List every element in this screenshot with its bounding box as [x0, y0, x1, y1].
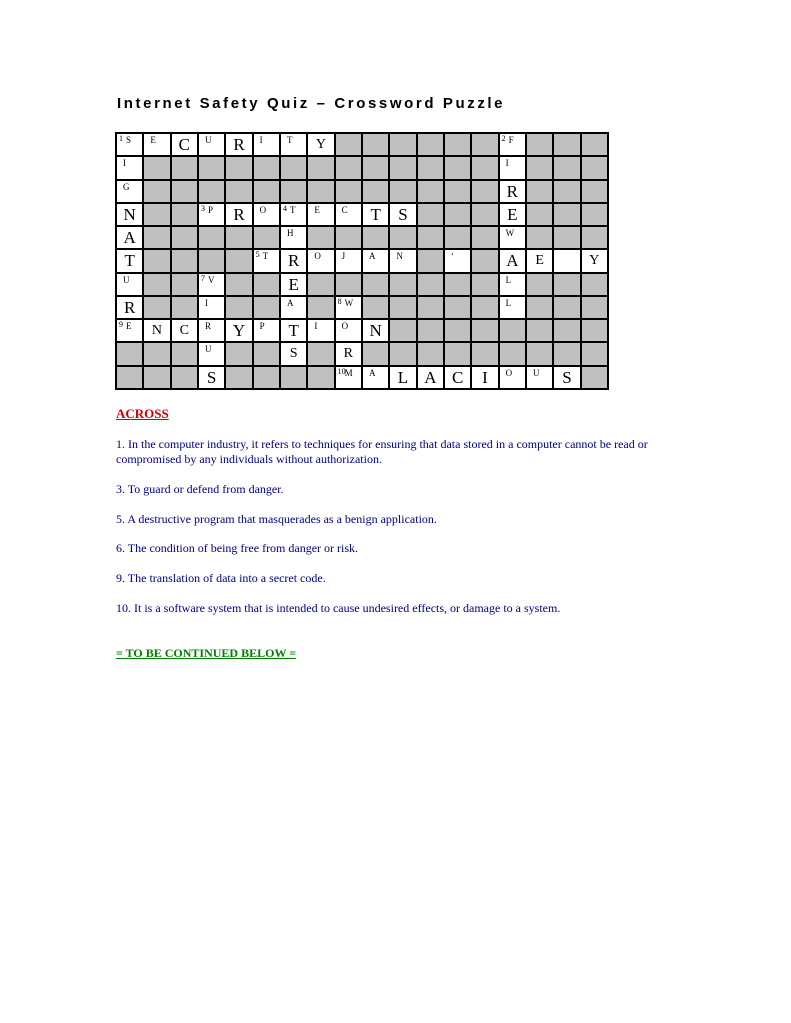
cell-letter: M: [344, 367, 353, 378]
blocked-cell: [582, 157, 607, 178]
blocked-cell: [172, 250, 197, 271]
grid-cell: [472, 367, 497, 388]
grid-cell: [336, 204, 361, 225]
blocked-cell: [117, 367, 142, 388]
blocked-cell: [308, 274, 333, 295]
blocked-cell: [226, 181, 251, 202]
clue-1: 1. In the computer industry, it refers to techniques for ensuring that data stored in a computer cannot be read or compromised by any individuals without authorization.: [116, 437, 648, 466]
blocked-cell: [445, 227, 470, 248]
blocked-cell: [500, 343, 525, 364]
blocked-cell: [472, 274, 497, 295]
cell-letter: N: [369, 321, 382, 341]
grid-cell: [308, 134, 333, 155]
cell-letter: C: [179, 323, 189, 339]
grid-cell: [390, 367, 415, 388]
cell-letter: E: [126, 321, 132, 332]
grid-cell: [500, 134, 525, 155]
cell-letter: V: [208, 274, 215, 285]
blocked-cell: [199, 157, 224, 178]
blocked-cell: [527, 157, 552, 178]
blocked-cell: [172, 343, 197, 364]
cell-letter: G: [123, 181, 130, 192]
blocked-cell: [226, 157, 251, 178]
blocked-cell: [308, 343, 333, 364]
grid-cell: [445, 250, 470, 271]
blocked-cell: [308, 227, 333, 248]
blocked-cell: [582, 134, 607, 155]
blocked-cell: [226, 227, 251, 248]
grid-cell: [226, 204, 251, 225]
blocked-cell: [418, 297, 443, 318]
blocked-cell: [226, 250, 251, 271]
blocked-cell: [199, 250, 224, 271]
blocked-cell: [363, 134, 388, 155]
grid-cell: [418, 367, 443, 388]
grid-cell: [117, 320, 142, 341]
cell-letter: W: [505, 228, 515, 239]
cell-letter: R: [233, 204, 245, 224]
blocked-cell: [472, 250, 497, 271]
grid-cell: [117, 227, 142, 248]
blocked-cell: [527, 320, 552, 341]
cell-letter: U: [205, 344, 212, 355]
blocked-cell: [172, 274, 197, 295]
cell-letter: A: [369, 367, 376, 378]
cell-letter: E: [507, 204, 518, 224]
clue-5: 5. A destructive program that masquerades as a benign application.: [116, 512, 437, 526]
blocked-cell: [445, 134, 470, 155]
blocked-cell: [226, 274, 251, 295]
blocked-cell: [527, 274, 552, 295]
grid-cell: [390, 250, 415, 271]
cell-letter: I: [123, 158, 126, 169]
grid-cell: [554, 367, 579, 388]
blocked-cell: [554, 274, 579, 295]
cell-letter: E: [535, 253, 544, 269]
grid-cell: [500, 297, 525, 318]
blocked-cell: [527, 227, 552, 248]
blocked-cell: [308, 157, 333, 178]
blocked-cell: [390, 274, 415, 295]
clue-6: 6. The condition of being free from danger or risk.: [116, 541, 359, 555]
blocked-cell: [554, 204, 579, 225]
grid-cell: [254, 134, 279, 155]
cell-letter: O: [341, 321, 349, 332]
blocked-cell: [172, 367, 197, 388]
grid-cell: [199, 274, 224, 295]
blocked-cell: [418, 181, 443, 202]
cell-letter: L: [505, 274, 512, 285]
grid-cell: [363, 320, 388, 341]
blocked-cell: [527, 134, 552, 155]
blocked-cell: [363, 274, 388, 295]
cell-letter: R: [205, 321, 212, 332]
cell-letter: S: [562, 367, 572, 387]
grid-cell: [281, 250, 306, 271]
grid-cell: [500, 367, 525, 388]
blocked-cell: [144, 204, 169, 225]
cell-letter: Y: [232, 321, 246, 341]
cell-letter: U: [533, 367, 540, 378]
blocked-cell: [254, 181, 279, 202]
blocked-cell: [445, 297, 470, 318]
grid-cell: [199, 367, 224, 388]
grid-cell: [281, 297, 306, 318]
clue-3: 3. To guard or defend from danger.: [116, 482, 284, 496]
grid-cell: [199, 320, 224, 341]
blocked-cell: [445, 320, 470, 341]
cell-letter: W: [344, 297, 354, 308]
blocked-cell: [500, 320, 525, 341]
grid-cell: [281, 134, 306, 155]
cell-letter: I: [482, 367, 488, 387]
grid-cell: [500, 250, 525, 271]
cell-letter: N: [396, 251, 403, 262]
blocked-cell: [582, 204, 607, 225]
blocked-cell: [199, 227, 224, 248]
blocked-cell: [554, 181, 579, 202]
grid-cell: [336, 343, 361, 364]
blocked-cell: [390, 227, 415, 248]
blocked-cell: [527, 343, 552, 364]
grid-cell: [500, 181, 525, 202]
blocked-cell: [281, 367, 306, 388]
blocked-cell: [308, 367, 333, 388]
cell-letter: N: [151, 323, 163, 339]
cell-letter: I: [505, 158, 509, 169]
cell-letter: T: [288, 321, 299, 341]
blocked-cell: [172, 157, 197, 178]
cell-letter: T: [370, 204, 381, 224]
blocked-cell: [472, 297, 497, 318]
blocked-cell: [390, 320, 415, 341]
grid-cell: [336, 367, 361, 388]
grid-cell: [199, 297, 224, 318]
blocked-cell: [472, 204, 497, 225]
grid-cell: [144, 134, 169, 155]
clue-number: 1: [119, 134, 123, 143]
cell-letter: R: [123, 297, 136, 317]
cell-letter: I: [259, 135, 263, 145]
blocked-cell: [472, 157, 497, 178]
blocked-cell: [554, 343, 579, 364]
grid-cell: [117, 250, 142, 271]
clue-number: 4: [283, 203, 287, 213]
grid-cell: [500, 157, 525, 178]
grid-cell: [554, 250, 579, 271]
blocked-cell: [144, 297, 169, 318]
blocked-cell: [472, 343, 497, 364]
blocked-cell: [254, 367, 279, 388]
grid-cell: [363, 204, 388, 225]
cell-letter: F: [508, 135, 514, 145]
blocked-cell: [144, 181, 169, 202]
blocked-cell: [418, 343, 443, 364]
blocked-cell: [418, 320, 443, 341]
blocked-cell: [144, 250, 169, 271]
clue-number: 7: [201, 273, 205, 283]
blocked-cell: [144, 227, 169, 248]
grid-cell: [336, 250, 361, 271]
grid-cell: [582, 250, 607, 271]
cell-letter: U: [123, 274, 130, 285]
grid-cell: [281, 204, 306, 225]
cell-letter: O: [259, 204, 267, 215]
grid-cell: [281, 274, 306, 295]
blocked-cell: [226, 297, 251, 318]
blocked-cell: [254, 274, 279, 295]
grid-cell: [117, 274, 142, 295]
blocked-cell: [390, 181, 415, 202]
blocked-cell: [418, 157, 443, 178]
cell-letter: A: [506, 251, 519, 271]
blocked-cell: [254, 157, 279, 178]
grid-cell: [390, 204, 415, 225]
blocked-cell: [390, 157, 415, 178]
grid-cell: [117, 297, 142, 318]
grid-cell: [336, 297, 361, 318]
blocked-cell: [582, 297, 607, 318]
grid-cell: [527, 250, 552, 271]
blocked-cell: [582, 227, 607, 248]
blocked-cell: [363, 297, 388, 318]
cell-letter: C: [178, 135, 190, 154]
cell-letter: U: [205, 135, 212, 145]
clue-number: 8: [337, 296, 342, 306]
blocked-cell: [117, 343, 142, 364]
cell-letter: T: [290, 204, 296, 215]
clue-number: 5: [255, 250, 260, 260]
cell-letter: L: [397, 367, 409, 387]
blocked-cell: [472, 134, 497, 155]
grid-cell: [199, 204, 224, 225]
blocked-cell: [363, 227, 388, 248]
grid-cell: [500, 227, 525, 248]
grid-cell: [308, 250, 333, 271]
blocked-cell: [582, 343, 607, 364]
clue-number: 10: [337, 366, 346, 376]
blocked-cell: [336, 274, 361, 295]
blocked-cell: [226, 367, 251, 388]
cell-letter: P: [259, 321, 265, 332]
blocked-cell: [308, 181, 333, 202]
cell-letter: S: [289, 346, 298, 362]
blocked-cell: [390, 134, 415, 155]
grid-cell: [199, 134, 224, 155]
cell-letter: C: [341, 204, 348, 215]
page-title: Internet Safety Quiz – Crossword Puzzle: [117, 95, 506, 112]
blocked-cell: [554, 157, 579, 178]
cell-letter: H: [287, 228, 294, 239]
cell-letter: A: [369, 251, 376, 262]
grid-cell: [117, 157, 142, 178]
cell-letter: S: [206, 367, 217, 387]
blocked-cell: [445, 274, 470, 295]
grid-cell: [336, 320, 361, 341]
blocked-cell: [226, 343, 251, 364]
cell-letter: R: [343, 346, 353, 362]
across-heading: ACROSS: [116, 406, 169, 421]
cell-letter: R: [287, 251, 300, 271]
blocked-cell: [554, 320, 579, 341]
blocked-cell: [445, 204, 470, 225]
cell-letter: S: [126, 135, 132, 145]
blocked-cell: [281, 181, 306, 202]
grid-cell: [254, 250, 279, 271]
blocked-cell: [363, 343, 388, 364]
grid-cell: [199, 343, 224, 364]
grid-cell: [117, 181, 142, 202]
blocked-cell: [527, 297, 552, 318]
cell-letter: O: [314, 251, 321, 262]
grid-cell: [226, 134, 251, 155]
clue-10: 10. It is a software system that is intended to cause undesired effects, or damage to a system.: [116, 601, 561, 615]
blocked-cell: [472, 181, 497, 202]
cell-letter: R: [506, 181, 518, 201]
blocked-cell: [472, 227, 497, 248]
blocked-cell: [336, 227, 361, 248]
grid-cell: [172, 320, 197, 341]
cell-letter: A: [424, 367, 437, 387]
blocked-cell: [418, 274, 443, 295]
blocked-cell: [582, 181, 607, 202]
crossword-grid: [115, 132, 609, 390]
blocked-cell: [582, 320, 607, 341]
grid-cell: [254, 320, 279, 341]
cell-letter: A: [123, 228, 136, 248]
cell-letter: T: [262, 251, 269, 262]
grid-cell: [144, 320, 169, 341]
blocked-cell: [172, 181, 197, 202]
clue-number: 9: [119, 320, 123, 330]
grid-cell: [281, 343, 306, 364]
continue-note: = TO BE CONTINUED BELOW =: [116, 646, 297, 660]
blocked-cell: [418, 134, 443, 155]
cell-letter: C: [451, 367, 464, 387]
blocked-cell: [418, 204, 443, 225]
clue-number: 3: [201, 203, 205, 213]
cell-letter: I: [205, 297, 208, 308]
blocked-cell: [254, 343, 279, 364]
cell-letter: A: [287, 297, 294, 308]
cell-letter: J: [341, 251, 346, 262]
cell-letter: Y: [589, 253, 600, 269]
blocked-cell: [172, 227, 197, 248]
blocked-cell: [199, 181, 224, 202]
clue-number: 2: [501, 134, 506, 143]
grid-cell: [281, 227, 306, 248]
blocked-cell: [254, 297, 279, 318]
blocked-cell: [582, 367, 607, 388]
grid-cell: [117, 204, 142, 225]
grid-cell: [527, 367, 552, 388]
blocked-cell: [336, 134, 361, 155]
blocked-cell: [390, 297, 415, 318]
cell-letter: L: [505, 297, 512, 308]
blocked-cell: [172, 297, 197, 318]
blocked-cell: [445, 343, 470, 364]
blocked-cell: [144, 343, 169, 364]
blocked-cell: [472, 320, 497, 341]
blocked-cell: [336, 181, 361, 202]
cell-letter: Y: [315, 137, 327, 152]
blocked-cell: [144, 274, 169, 295]
grid-cell: [308, 320, 333, 341]
grid-cell: [363, 250, 388, 271]
cell-letter: ‘: [451, 251, 454, 262]
blocked-cell: [554, 297, 579, 318]
blocked-cell: [445, 157, 470, 178]
blocked-cell: [172, 204, 197, 225]
grid-cell: [308, 204, 333, 225]
cell-letter: P: [208, 204, 214, 215]
blocked-cell: [336, 157, 361, 178]
blocked-cell: [418, 227, 443, 248]
cell-letter: E: [150, 135, 156, 145]
blocked-cell: [418, 250, 443, 271]
blocked-cell: [254, 227, 279, 248]
grid-cell: [254, 204, 279, 225]
cell-letter: E: [288, 274, 299, 294]
blocked-cell: [554, 227, 579, 248]
cell-letter: R: [233, 135, 245, 154]
blocked-cell: [144, 367, 169, 388]
grid-cell: [281, 320, 306, 341]
grid-cell: [363, 367, 388, 388]
blocked-cell: [554, 134, 579, 155]
grid-cell: [226, 320, 251, 341]
cell-letter: E: [314, 204, 320, 215]
blocked-cell: [582, 274, 607, 295]
grid-cell: [500, 274, 525, 295]
grid-cell: [117, 134, 142, 155]
blocked-cell: [363, 157, 388, 178]
blocked-cell: [363, 181, 388, 202]
grid-cell: [445, 367, 470, 388]
blocked-cell: [144, 157, 169, 178]
grid-cell: [500, 204, 525, 225]
blocked-cell: [308, 297, 333, 318]
blocked-cell: [390, 343, 415, 364]
blocked-cell: [445, 181, 470, 202]
blocked-cell: [527, 181, 552, 202]
cell-letter: T: [287, 135, 293, 145]
clue-9: 9. The translation of data into a secret code.: [116, 571, 326, 585]
cell-letter: S: [398, 204, 408, 224]
blocked-cell: [281, 157, 306, 178]
blocked-cell: [527, 204, 552, 225]
grid-cell: [172, 134, 197, 155]
cell-letter: T: [124, 251, 135, 271]
cell-letter: O: [505, 367, 513, 378]
cell-letter: I: [314, 321, 318, 332]
cell-letter: N: [123, 204, 136, 224]
